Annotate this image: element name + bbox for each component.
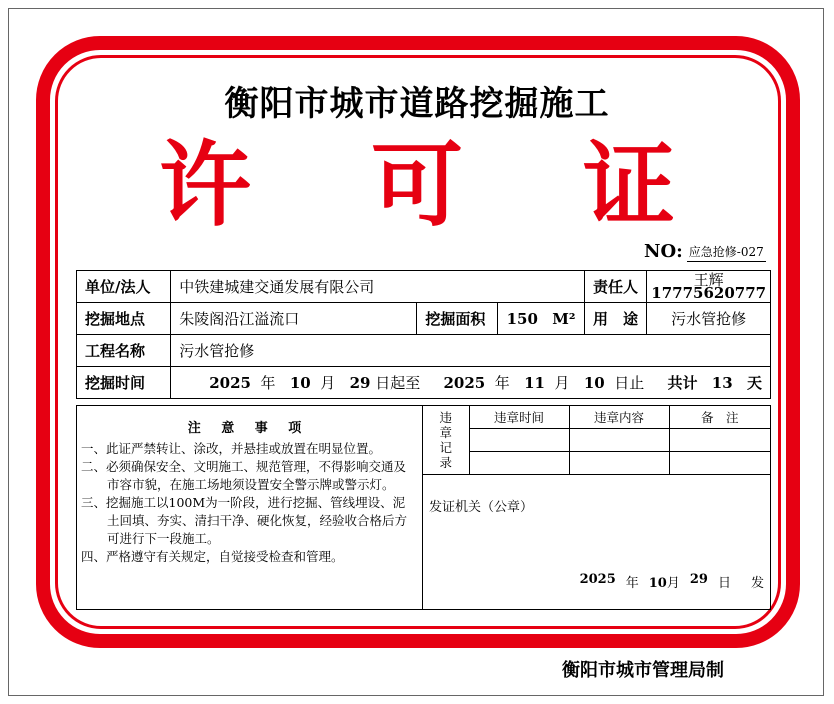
violation-cell <box>569 429 669 452</box>
issue-year: 2025 <box>579 572 616 587</box>
area-value: 150 <box>506 309 538 328</box>
area-cell <box>498 303 584 335</box>
total-days: 共计 13 天 <box>667 374 762 392</box>
notice-section <box>77 406 423 609</box>
issue-day: 29 <box>689 572 708 587</box>
permit-big-title: 许 可 证 <box>158 131 720 239</box>
notice-item: 二、必须确保安全、文明施工、规范管理，不得影响交通及市容市貌，在施工场地须设置安全警示牌或警示灯。 <box>81 459 407 492</box>
notice-item: 四、严格遵守有关规定，自觉接受检查和管理。 <box>81 549 344 564</box>
permit-info-table <box>76 270 771 399</box>
permit-number-value: 应急抢修-027 <box>687 243 766 262</box>
location-label: 挖掘地点 <box>77 303 171 335</box>
location-value: 朱陵阁沿江溢流口 <box>171 303 417 335</box>
leader-label: 责任人 <box>584 271 647 303</box>
certificate-title: 衡阳市城市道路挖掘施工 <box>224 84 610 124</box>
notice-item: 一、此证严禁转让、涂改，并悬挂或放置在明显位置。 <box>81 441 382 456</box>
issuing-authority-footer: 衡阳市城市管理局制 <box>562 660 724 681</box>
project-row <box>77 335 771 367</box>
notice-item: 三、挖掘施工以100M为一阶段，进行挖掘、管线埋设、泥土回填、夯实、清扫干净、硬化恢复，经验收合格后方可进行下一段施工。 <box>81 495 408 546</box>
project-value: 污水管抢修 <box>171 335 771 367</box>
leader-cell <box>647 271 771 303</box>
project-label: 工程名称 <box>77 335 171 367</box>
violation-side-label: 违章记录 <box>423 406 469 475</box>
unit-row <box>77 271 771 303</box>
violation-cell <box>569 452 669 475</box>
violation-cell <box>469 452 569 475</box>
time-label: 挖掘时间 <box>77 367 171 399</box>
permit-number-label: NO: <box>644 241 683 262</box>
violation-remark-header: 备 注 <box>669 406 770 429</box>
location-row <box>77 303 771 335</box>
issue-month: 10 <box>648 576 667 591</box>
violation-table <box>423 406 770 475</box>
violation-time-header: 违章时间 <box>469 406 569 429</box>
issue-date: 2025 年 10月 29 日 发 <box>579 572 764 591</box>
violation-cell <box>669 452 770 475</box>
records-panel <box>423 406 770 609</box>
leader-phone: 17775620777 <box>651 283 767 302</box>
start-date: 2025 年 10 月 29 日起至 <box>209 374 421 392</box>
time-value <box>171 367 771 399</box>
unit-value: 中铁建城建交通发展有限公司 <box>171 271 584 303</box>
area-label: 挖掘面积 <box>417 303 498 335</box>
issuer-label: 发证机关（公章） <box>429 500 534 515</box>
violation-cell <box>669 429 770 452</box>
end-date: 2025 年 11 月 10 日止 <box>443 374 645 392</box>
use-value: 污水管抢修 <box>647 303 771 335</box>
use-label: 用 途 <box>584 303 647 335</box>
leader-name: 王辉 <box>693 270 724 289</box>
notice-and-records <box>76 405 771 610</box>
violation-content-header: 违章内容 <box>569 406 669 429</box>
notice-title: 注 意 事 项 <box>187 421 310 436</box>
time-row <box>77 367 771 399</box>
unit-label: 单位/法人 <box>77 271 171 303</box>
violation-cell <box>469 429 569 452</box>
area-unit: M² <box>552 309 576 328</box>
permit-number <box>644 240 774 262</box>
